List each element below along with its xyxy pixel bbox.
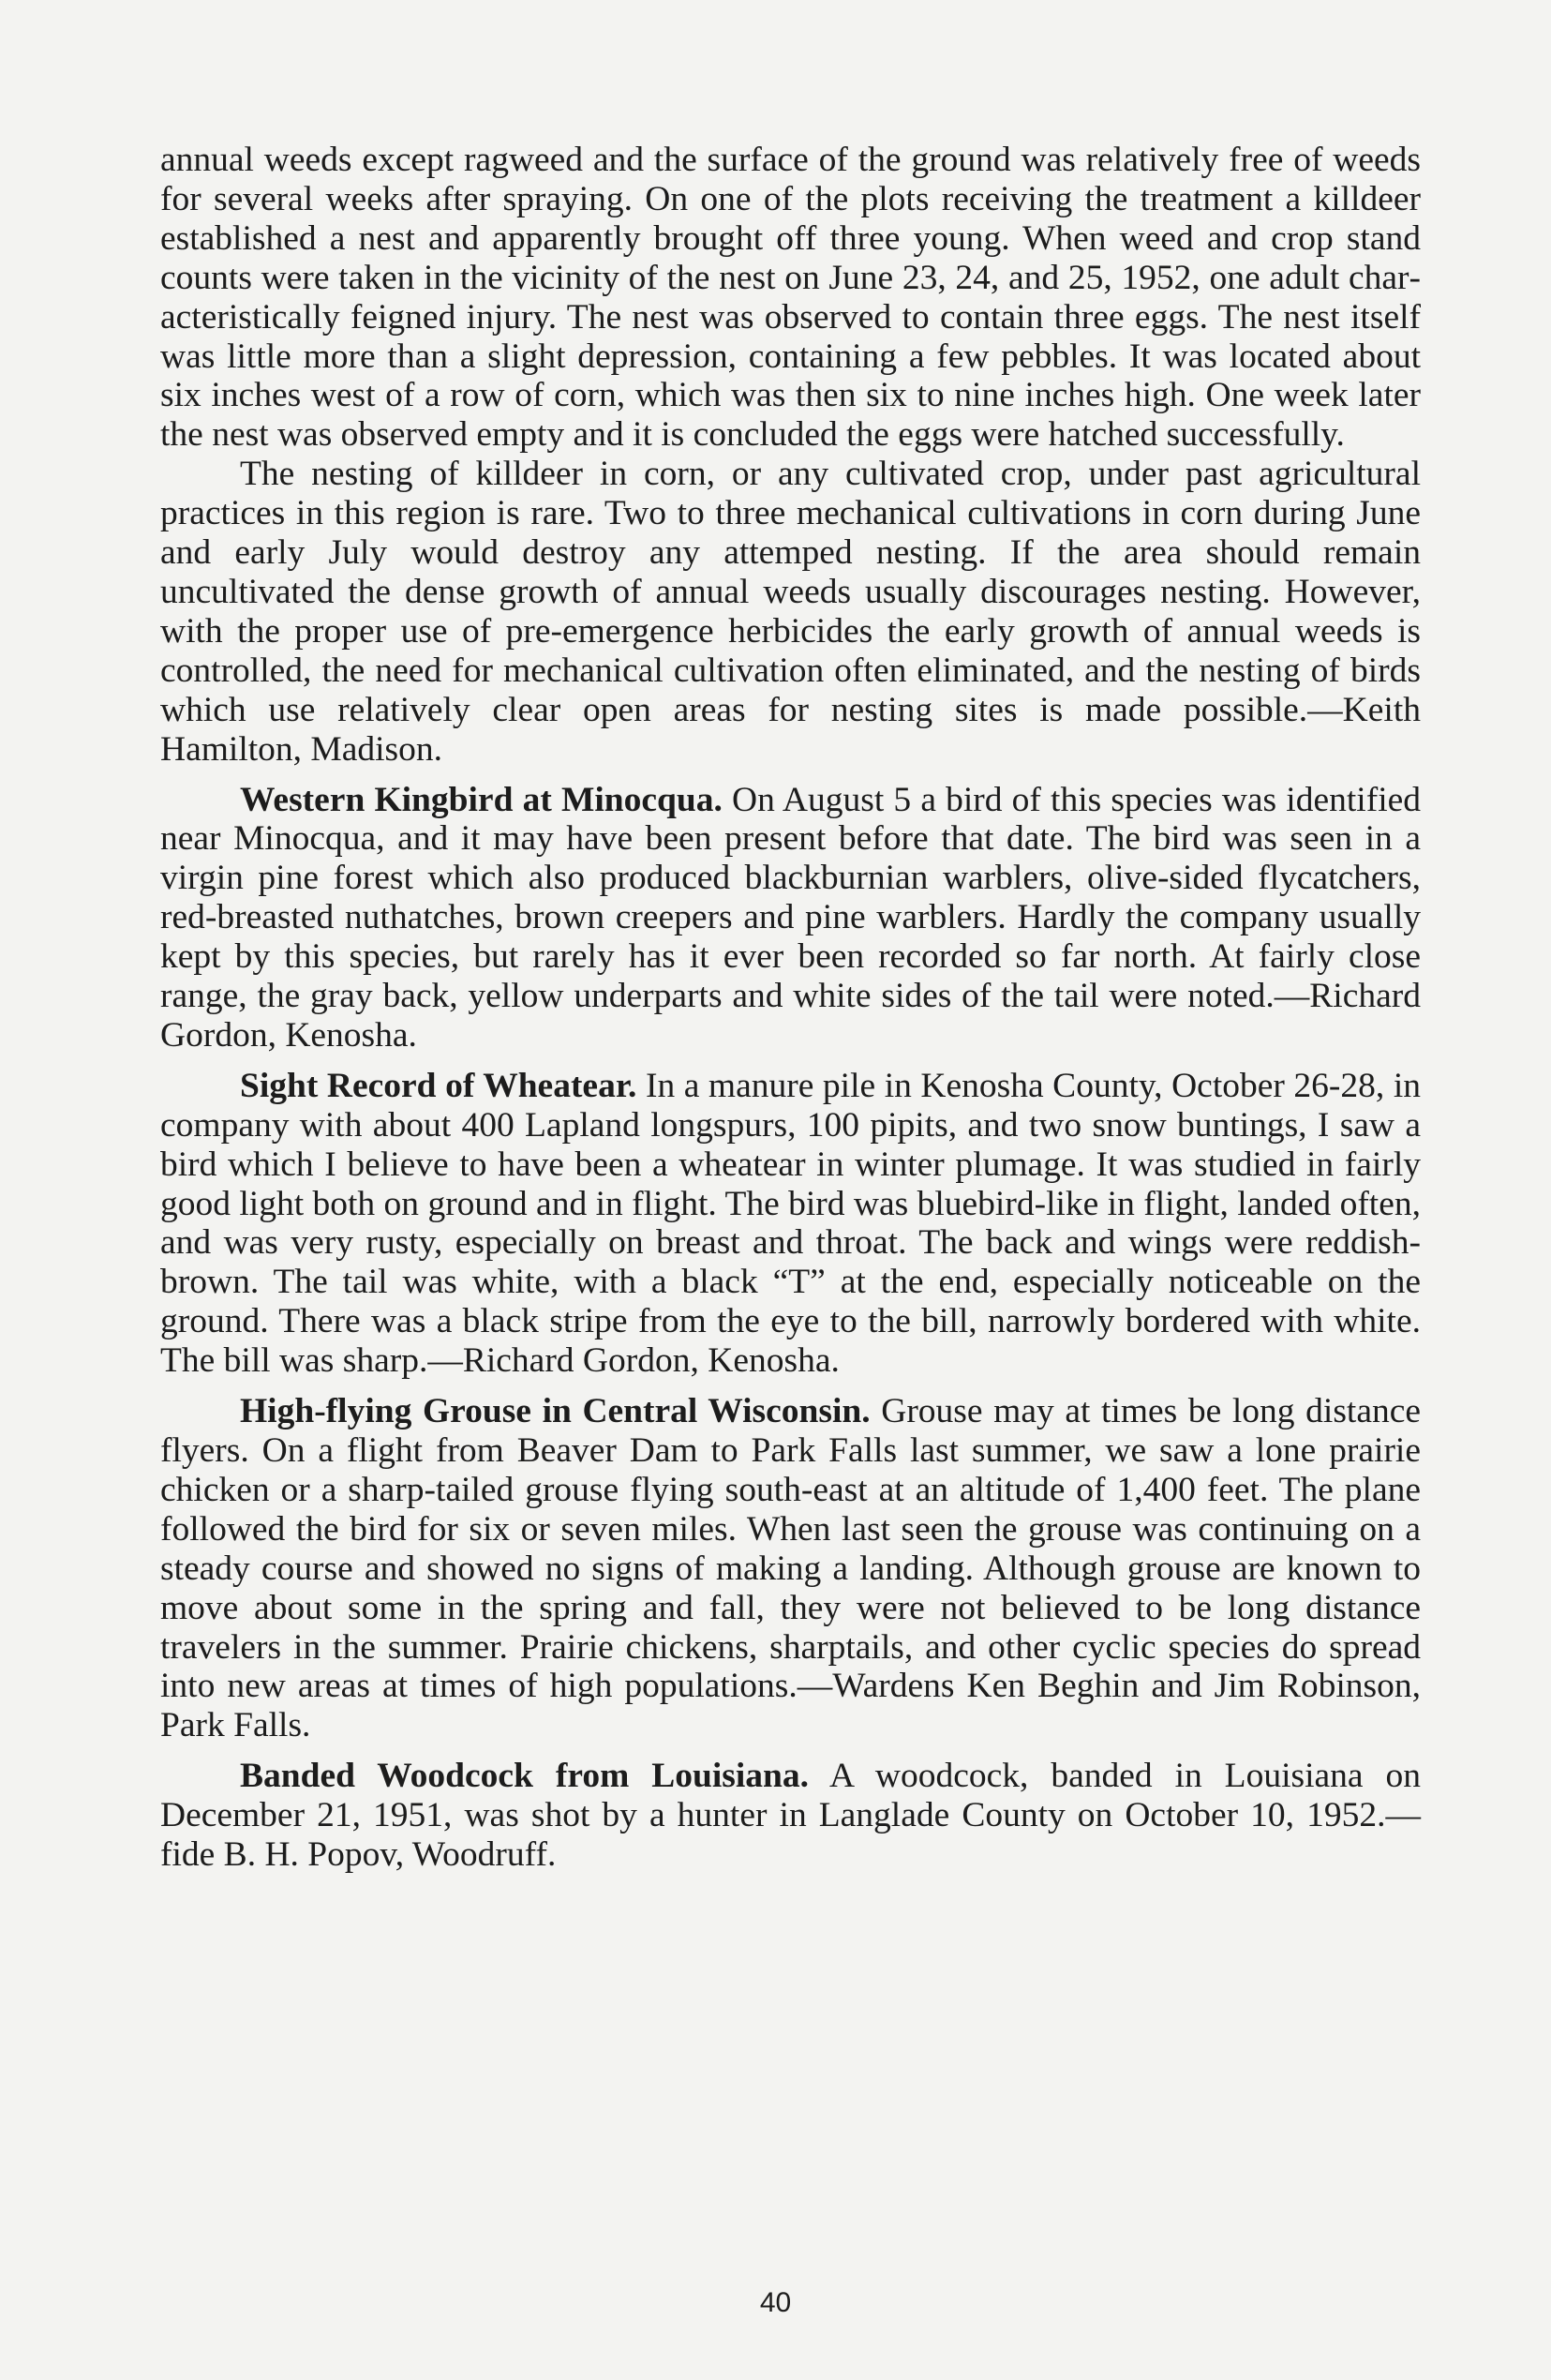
paragraph-text: annual weeds except ragweed and the surface of the ground was relatively free of weeds for several weeks after spraying. On one of the plots receiving the treatment a killdeer established a nest and apparently brought off three young. When weed and crop stand counts were taken in the vicinity of the nest on June 23, 24, and 25, 1952, one adult characteristically feigned injury. The nest was observed to contain three eggs. The nest itself was little more than a slight depression, containing a few pebbles. It was located about six inches west of a row of corn, which was then six to nine inches high. One week later the nest was observed empty and it is concluded the eggs were hatched successfully.: [160, 141, 1421, 455]
note-woodcock: [160, 1757, 1421, 1875]
article-text: [160, 141, 1421, 1875]
note-wheatear: [160, 1067, 1421, 1381]
note-heading: Banded Woodcock from Louisiana.: [240, 1757, 810, 1796]
paragraph-text: The nesting of killdeer in corn, or any cultivated crop, under past agricultural practices in this region is rare. Two to three mechanical cultivations in corn during June and early July would destroy any attemped nesting. If the area should remain uncultivated the dense growth of annual weeds usually discourages nesting. However, with the proper use of pre-emergence herbicides the early growth of annual weeds is controlled, the need for mechanical cultivation often eliminated, and the nesting of birds which use relatively clear open areas for nesting sites is made possible.—Keith Hamilton, Madison.: [160, 455, 1421, 769]
note-text: A woodcock, banded in Louisiana on December 21, 1951, was shot by a hunter in Langlade County on October 10, 1952.—fide B. H. Popov, Woodruff.: [160, 1757, 1422, 1875]
note-grouse: [160, 1392, 1421, 1745]
note-heading: Sight Record of Wheatear.: [240, 1066, 637, 1105]
note-text: On August 5 a bird of this species was identified near Minocqua, and it may have been present before that date. The bird was seen in a virgin pine forest which also produced blackburnian warblers, olive-sided flycatchers, red-breasted nuthatches, brown creepers and pine warblers. Hardly the company usually kept by this species, but rarely has it ever been recorded so far north. At fairly close range, the gray back, yellow underparts and white sides of the tail were noted.—Richard Gordon, Kenosha.: [160, 780, 1422, 1055]
note-text: Grouse may at times be long distance flyers. On a flight from Beaver Dam to Park Falls last summer, we saw a lone prairie chicken or a sharp-tailed grouse flying south-east at an altitude of 1,400 feet. The plane followed the bird for six or seven miles. When last seen the grouse was continuing on a steady course and showed no signs of making a landing. Although grouse are known to move about some in the spring and fall, they were not believed to be long distance travelers in the summer. Prairie chickens, sharptails, and other cyclic species do spread into new areas at times of high populations.—Wardens Ken Beghin and Jim Robinson, Park Falls.: [160, 1392, 1422, 1745]
paragraph-killdeer-nesting: [160, 455, 1421, 769]
note-western-kingbird: [160, 781, 1421, 1055]
note-heading: High-flying Grouse in Central Wisconsin.: [240, 1392, 871, 1431]
page-number: 40: [759, 2287, 792, 2318]
note-heading: Western Kingbird at Minocqua.: [240, 780, 723, 819]
paragraph-killdeer-continued: [160, 141, 1421, 455]
note-text: In a manure pile in Kenosha County, October 26-28, in company with about 400 Lapland longspurs, 100 pipits, and two snow buntings, I saw a bird which I believe to have been a wheatear in winter plumage. It was studied in fairly good light both on ground and in flight. The bird was bluebird-like in flight, landed often, and was very rusty, especially on breast and throat. The back and wings were reddish-brown. The tail was white, with a black “T” at the end, especially noticeable on the ground. There was a black stripe from the eye to the bill, narrowly bordered with white. The bill was sharp.—Richard Gordon, Kenosha.: [160, 1066, 1421, 1381]
